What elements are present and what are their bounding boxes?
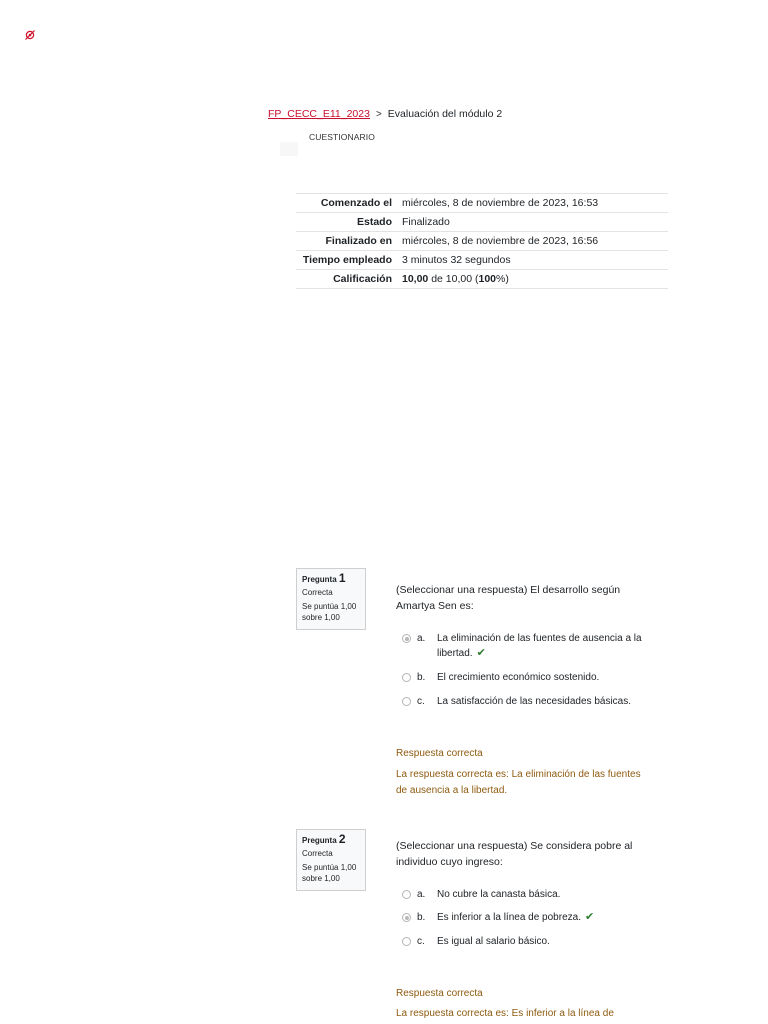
quiz-icon xyxy=(280,142,298,156)
option-text: El crecimiento económico sostenido. xyxy=(437,672,600,683)
question-score: Se puntúa 1,00 sobre 1,00 xyxy=(302,863,357,883)
question-prefix: Pregunta xyxy=(302,836,337,845)
summary-value: miércoles, 8 de noviembre de 2023, 16:53 xyxy=(398,194,668,213)
chevron-right-icon: > xyxy=(375,108,382,120)
question-number: 2 xyxy=(338,832,346,846)
breadcrumb-course-link[interactable]: FP_CECC_E11_2023 xyxy=(268,108,370,120)
quiz-type-label: CUESTIONARIO xyxy=(309,132,375,142)
grade-middle: de 10,00 ( xyxy=(428,273,479,285)
summary-label: Comenzado el xyxy=(296,194,398,213)
grade-end: %) xyxy=(496,273,509,285)
summary-row-finished xyxy=(296,232,668,251)
breadcrumb-current: Evaluación del módulo 2 xyxy=(387,108,503,120)
question-1-option-a[interactable] xyxy=(402,631,652,661)
option-text: No cubre la canasta básica. xyxy=(437,889,561,900)
question-number: 1 xyxy=(338,571,346,585)
summary-row-state xyxy=(296,213,668,232)
question-1-text: (Seleccionar una respuesta) El desarrollo según Amartya Sen es: xyxy=(396,584,621,612)
option-letter: b. xyxy=(417,912,426,923)
question-prefix: Pregunta xyxy=(302,575,337,584)
question-2-option-c[interactable] xyxy=(402,934,652,949)
question-1-option-c[interactable] xyxy=(402,694,652,709)
grade-value: 10,00 xyxy=(402,273,429,285)
summary-row-time xyxy=(296,251,668,270)
question-2-option-b[interactable] xyxy=(402,910,652,925)
radio-button[interactable] xyxy=(402,890,411,899)
question-1-right-answer: La respuesta correcta es: La eliminación de las fuentes de ausencia a la libertad. xyxy=(396,769,641,796)
question-1-info xyxy=(296,568,366,630)
question-2-right-answer: La respuesta correcta es: Es inferior a la línea de xyxy=(396,1008,614,1019)
option-letter: c. xyxy=(417,696,425,707)
option-letter: a. xyxy=(417,633,426,644)
summary-row-grade xyxy=(296,270,668,289)
option-letter: c. xyxy=(417,936,425,947)
grade-percent: 100 xyxy=(478,273,497,285)
question-2-option-a[interactable] xyxy=(402,887,652,902)
option-text: Es inferior a la línea de pobreza. ✔ xyxy=(437,911,595,923)
radio-button[interactable] xyxy=(402,673,411,682)
summary-value: Finalizado xyxy=(398,213,668,232)
summary-label: Estado xyxy=(296,213,398,232)
check-icon: ✔ xyxy=(476,647,486,659)
eye-slash-icon[interactable] xyxy=(24,28,36,40)
summary-label: Finalizado en xyxy=(296,232,398,251)
radio-button[interactable] xyxy=(402,913,411,922)
summary-label: Calificación xyxy=(296,270,398,289)
radio-button[interactable] xyxy=(402,697,411,706)
radio-button[interactable] xyxy=(402,937,411,946)
summary-row-started xyxy=(296,194,668,213)
summary-value: 3 minutos 32 segundos xyxy=(398,251,668,270)
question-2-feedback-status: Respuesta correcta xyxy=(396,988,483,999)
option-letter: a. xyxy=(417,889,426,900)
summary-value: miércoles, 8 de noviembre de 2023, 16:56 xyxy=(398,232,668,251)
radio-button[interactable] xyxy=(402,634,411,643)
option-text: Es igual al salario básico. xyxy=(437,936,550,947)
question-score: Se puntúa 1,00 sobre 1,00 xyxy=(302,602,357,622)
check-icon: ✔ xyxy=(584,911,595,923)
breadcrumb xyxy=(268,108,502,120)
option-text: La eliminación de las fuentes de ausencia a la libertad. ✔ xyxy=(437,633,642,659)
question-1-feedback-status: Respuesta correcta xyxy=(396,748,483,759)
question-2-text: (Seleccionar una respuesta) Se considera pobre al individuo cuyo ingreso: xyxy=(396,840,633,868)
option-text: La satisfacción de las necesidades básicas. xyxy=(437,696,632,707)
summary-label: Tiempo empleado xyxy=(296,251,398,270)
question-state: Correcta xyxy=(302,849,333,858)
summary-value xyxy=(398,270,668,289)
question-2-info xyxy=(296,829,366,891)
option-letter: b. xyxy=(417,672,426,683)
question-state: Correcta xyxy=(302,588,333,597)
attempt-summary-table xyxy=(296,193,668,289)
question-1-option-b[interactable] xyxy=(402,670,652,685)
